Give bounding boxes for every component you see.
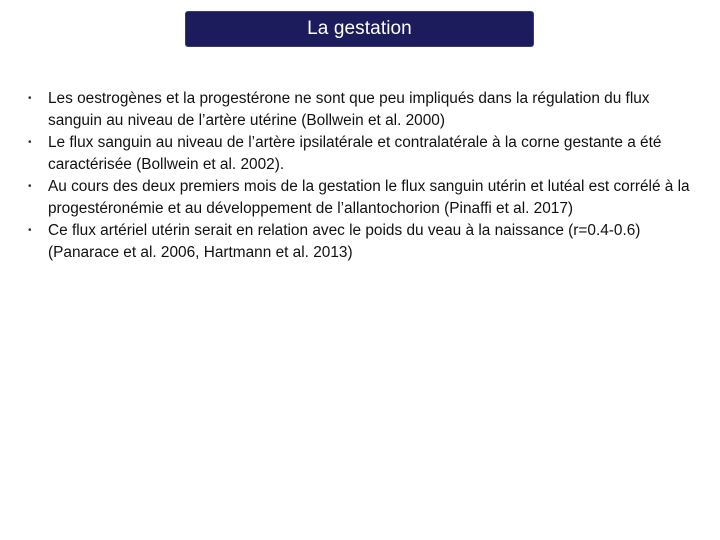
bullet-item (28, 220, 698, 264)
bullet-item (28, 176, 698, 220)
title-banner (185, 11, 534, 47)
slide-title: La gestation (307, 18, 412, 39)
bullet-text: Ce flux artériel utérin serait en relation avec le poids du veau à la naissance (r=0.4-0.6) (Panarace et al. 2006, Hartmann et al. 2013) (48, 222, 641, 261)
bullet-list (28, 88, 698, 264)
bullet-text: Les oestrogènes et la progestérone ne sont que peu impliqués dans la régulation du flux sanguin au niveau de l’artère utérine (Bollwein et al. 2000) (48, 90, 650, 129)
bullet-icon: • (28, 137, 32, 148)
bullet-item (28, 88, 698, 132)
bullet-icon: • (28, 225, 32, 236)
bullet-item (28, 132, 698, 176)
bullet-icon: • (28, 181, 32, 192)
bullet-icon: • (28, 93, 32, 104)
bullet-text: Le flux sanguin au niveau de l’artère ipsilatérale et contralatérale à la corne gestante a été caractérisée (Bollwein et al. 2002). (48, 134, 662, 173)
bullet-text: Au cours des deux premiers mois de la gestation le flux sanguin utérin et lutéal est corrélé à la progestéronémie et au développement de l’allantochorion (Pinaffi et al. 2017) (48, 178, 690, 217)
